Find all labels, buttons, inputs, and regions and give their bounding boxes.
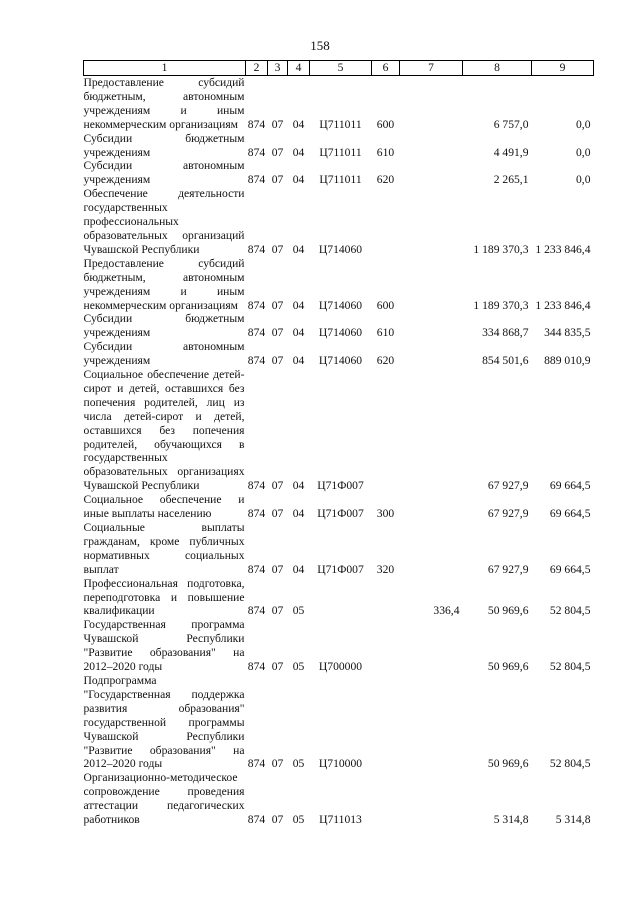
code-subsection: 04 <box>292 173 305 187</box>
code-subsection: 04 <box>292 326 305 340</box>
code-target-article: Ц711011 <box>319 173 362 187</box>
amount-col7 <box>400 132 463 160</box>
code-target-article: Ц711013 <box>319 813 362 827</box>
amount-col9: 69 664,5 <box>549 507 591 521</box>
amount-col9: 0,0 <box>576 117 591 131</box>
table-header-row <box>84 61 594 76</box>
code-expense-type: 620 <box>376 354 395 368</box>
code-section: 07 <box>271 479 284 493</box>
amount-col7 <box>400 76 463 132</box>
table-row <box>84 674 594 771</box>
code-section: 07 <box>271 173 284 187</box>
table-row <box>84 771 594 827</box>
amount-col7 <box>400 159 463 187</box>
amount-col8: 4 491,9 <box>493 145 529 159</box>
code-target-article: Ц714060 <box>318 298 363 312</box>
page-number: 158 <box>310 38 330 53</box>
code-target-article: Ц71Ф007 <box>317 479 364 493</box>
amount-col9: 0,0 <box>576 145 591 159</box>
amount-col7 <box>400 368 463 493</box>
row-description: Социальное обеспечение детей-сирот и детей, оставшихся без попечения родителей, лиц из числа детей-сирот и детей, оставшихся без попечения родителей, обучающихся в государственных образовательных организациях Чувашской Республики <box>83 368 245 493</box>
amount-col9: 69 664,5 <box>549 562 591 576</box>
header-cell: 7 <box>400 61 463 76</box>
amount-col8: 2 265,1 <box>493 173 529 187</box>
code-subsection: 04 <box>292 354 305 368</box>
code-ministry: 874 <box>247 660 266 674</box>
code-expense-type: 620 <box>376 173 395 187</box>
amount-col8: 67 927,9 <box>487 507 529 521</box>
header-cell: 4 <box>288 61 310 76</box>
code-ministry: 874 <box>247 507 266 521</box>
header-cell: 1 <box>84 61 246 76</box>
amount-col7 <box>400 771 463 827</box>
amount-col8: 1 189 370,3 <box>473 242 529 256</box>
table-row <box>84 493 594 521</box>
table-row <box>84 187 594 257</box>
table-row <box>84 618 594 674</box>
code-expense-type <box>372 618 400 674</box>
code-ministry: 874 <box>247 757 266 771</box>
code-section: 07 <box>271 242 284 256</box>
budget-table <box>83 60 594 827</box>
row-description: Профессиональная подготовка, переподготовка и повышение квалификации <box>83 576 245 618</box>
code-subsection: 04 <box>292 479 305 493</box>
header-cell: 8 <box>463 61 532 76</box>
amount-col9: 1 233 846,4 <box>535 242 591 256</box>
amount-col9: 889 010,9 <box>544 354 591 368</box>
code-expense-type <box>372 771 400 827</box>
code-target-article: Ц711011 <box>319 145 362 159</box>
amount-col9: 52 804,5 <box>549 660 591 674</box>
code-expense-type: 320 <box>376 562 395 576</box>
code-target-article: Ц700000 <box>318 660 363 674</box>
amount-col8: 1 189 370,3 <box>473 298 529 312</box>
amount-col8: 50 969,6 <box>487 757 529 771</box>
code-ministry: 874 <box>247 479 266 493</box>
code-ministry: 874 <box>247 604 266 618</box>
header-cell: 2 <box>246 61 268 76</box>
code-section: 07 <box>271 757 284 771</box>
amount-col7 <box>400 493 463 521</box>
code-ministry: 874 <box>247 562 266 576</box>
amount-col9: 52 804,5 <box>549 757 591 771</box>
code-subsection: 04 <box>292 562 305 576</box>
table-row <box>84 76 594 132</box>
amount-col9: 1 233 846,4 <box>535 298 591 312</box>
amount-col7 <box>400 618 463 674</box>
amount-col8: 50 969,6 <box>487 604 529 618</box>
code-section: 07 <box>271 562 284 576</box>
code-ministry: 874 <box>247 354 266 368</box>
amount-col9: 69 664,5 <box>549 479 591 493</box>
code-section: 07 <box>271 298 284 312</box>
code-subsection: 04 <box>292 145 305 159</box>
amount-col7 <box>400 187 463 257</box>
code-target-article: Ц714060 <box>318 326 363 340</box>
amount-col9: 52 804,5 <box>549 604 591 618</box>
table-row <box>84 312 594 340</box>
code-ministry: 874 <box>247 298 266 312</box>
code-target-article: Ц714060 <box>318 354 363 368</box>
code-target-article: Ц71Ф007 <box>317 507 364 521</box>
code-ministry: 874 <box>247 173 266 187</box>
header-cell: 5 <box>310 61 372 76</box>
row-description: Подпрограмма "Государственная поддержка развития образования" государственной программы Чувашской Республики "Развитие образования" на 2012–2020 годы <box>83 673 245 771</box>
row-description: Социальное обеспечение и иные выплаты населению <box>83 493 245 521</box>
code-section: 07 <box>271 660 284 674</box>
code-section: 07 <box>271 813 284 827</box>
code-expense-type: 610 <box>376 326 395 340</box>
header-cell: 3 <box>268 61 288 76</box>
table-row <box>84 132 594 160</box>
table-row <box>84 159 594 187</box>
code-ministry: 874 <box>247 242 266 256</box>
code-subsection: 04 <box>292 117 305 131</box>
header-cell: 6 <box>372 61 400 76</box>
row-description: Обеспечение деятельности государственных профессиональных образовательных организаций Чувашской Республики <box>83 187 245 256</box>
table-row <box>84 368 594 493</box>
amount-col8: 67 927,9 <box>487 479 529 493</box>
code-target-article: Ц71Ф007 <box>317 562 364 576</box>
code-subsection: 05 <box>292 813 305 827</box>
amount-col9: 344 835,5 <box>544 326 591 340</box>
row-description: Субсидии бюджетным учреждениям <box>83 312 245 340</box>
row-description: Предоставление субсидий бюджетным, автономным учреждениям и иным некоммерческим организациям <box>83 256 245 312</box>
amount-col7 <box>400 521 463 577</box>
code-expense-type: 300 <box>376 507 395 521</box>
row-description: Субсидии автономным учреждениям <box>83 340 245 368</box>
code-expense-type: 600 <box>376 298 395 312</box>
amount-col8: 334 868,7 <box>482 326 529 340</box>
amount-col8: 5 314,8 <box>493 813 529 827</box>
code-expense-type <box>372 674 400 771</box>
code-expense-type <box>372 577 400 619</box>
row-description: Организационно-методическое сопровождение проведения аттестации педагогических работников <box>83 771 245 827</box>
table-row <box>84 577 594 619</box>
code-section: 07 <box>271 145 284 159</box>
amount-col7 <box>400 312 463 340</box>
table-row <box>84 340 594 368</box>
code-ministry: 874 <box>247 117 266 131</box>
amount-col7 <box>400 257 463 313</box>
row-description: Субсидии автономным учреждениям <box>83 159 245 187</box>
code-subsection: 04 <box>292 298 305 312</box>
amount-col7 <box>400 340 463 368</box>
code-section: 07 <box>271 354 284 368</box>
amount-col9: 5 314,8 <box>555 813 591 827</box>
code-section: 07 <box>271 507 284 521</box>
table-row <box>84 521 594 577</box>
code-target-article: Ц711011 <box>319 117 362 131</box>
amount-col7 <box>400 674 463 771</box>
row-description: Субсидии бюджетным учреждениям <box>83 131 245 159</box>
amount-col8: 6 757,0 <box>493 117 529 131</box>
row-description: Государственная программа Чувашской Республики "Развитие образования" на 2012–2020 годы <box>83 618 245 674</box>
code-subsection: 05 <box>292 757 305 771</box>
row-description: Предоставление субсидий бюджетным, автономным учреждениям и иным некоммерческим организациям <box>83 76 245 131</box>
amount-col7: 336,4 <box>433 604 460 618</box>
code-expense-type <box>372 368 400 493</box>
code-target-article <box>310 577 372 619</box>
code-subsection: 04 <box>292 507 305 521</box>
code-expense-type: 600 <box>376 117 395 131</box>
code-ministry: 874 <box>247 326 266 340</box>
amount-col8: 854 501,6 <box>482 354 529 368</box>
code-subsection: 05 <box>292 604 305 618</box>
code-section: 07 <box>271 604 284 618</box>
header-cell: 9 <box>532 61 594 76</box>
code-expense-type: 610 <box>376 145 395 159</box>
amount-col9: 0,0 <box>576 173 591 187</box>
code-subsection: 05 <box>292 660 305 674</box>
code-subsection: 04 <box>292 242 305 256</box>
amount-col8: 67 927,9 <box>487 562 529 576</box>
amount-col8: 50 969,6 <box>487 660 529 674</box>
code-target-article: Ц710000 <box>318 757 363 771</box>
code-section: 07 <box>271 326 284 340</box>
code-expense-type <box>372 187 400 257</box>
code-ministry: 874 <box>247 145 266 159</box>
table-row <box>84 257 594 313</box>
code-section: 07 <box>271 117 284 131</box>
row-description: Социальные выплаты гражданам, кроме публичных нормативных социальных выплат <box>83 521 245 576</box>
code-target-article: Ц714060 <box>318 242 363 256</box>
code-ministry: 874 <box>247 813 266 827</box>
